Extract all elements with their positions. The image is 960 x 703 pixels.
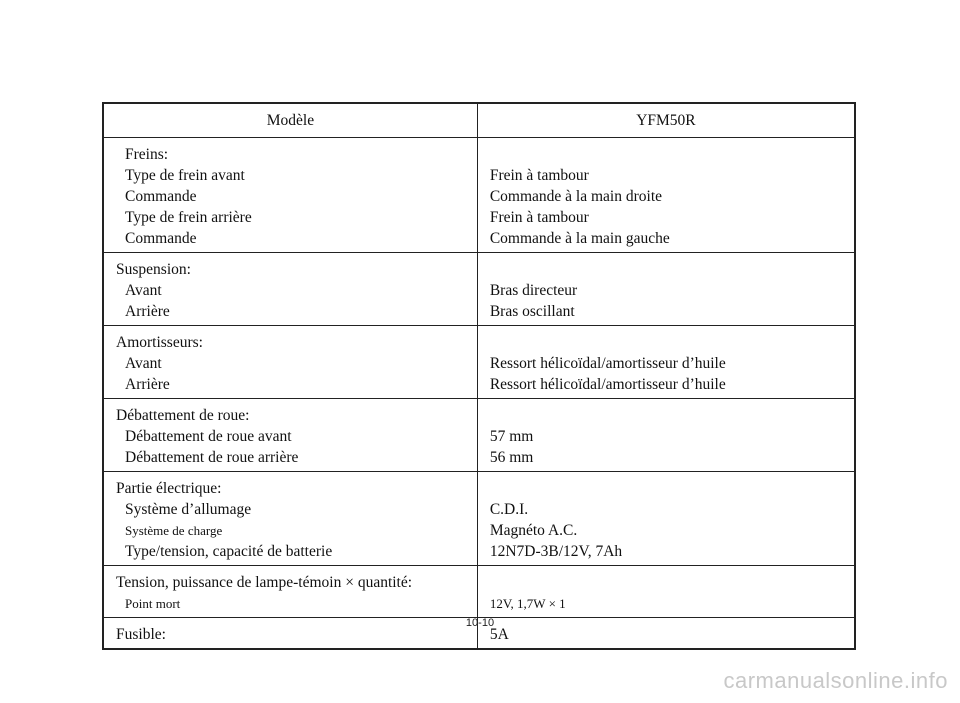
row-label: Type de frein arrière (125, 209, 252, 226)
section-labels (103, 399, 477, 472)
section-freins (103, 138, 855, 253)
section-amortisseurs (103, 326, 855, 399)
row-label: Débattement de roue arrière (125, 449, 299, 466)
section-electrique (103, 472, 855, 566)
row-value: Bras directeur (489, 282, 578, 299)
row-value: 56 mm (489, 449, 534, 466)
watermark: carmanualsonline.info (723, 668, 948, 693)
page-number: 10-10 (465, 617, 495, 629)
row-label: Freins: (125, 146, 169, 163)
spec-table (102, 102, 856, 650)
row-label: Débattement de roue avant (125, 428, 292, 445)
section-lampe-temoin (103, 566, 855, 618)
row-value: Magnéto A.C. (489, 522, 578, 539)
fusible-label: Fusible: (103, 618, 477, 650)
table-header-row (103, 103, 855, 138)
row-label: Type de frein avant (125, 167, 245, 184)
header-model-label: Modèle (103, 103, 477, 138)
section-values (477, 253, 855, 326)
row-label: Avant (125, 355, 162, 372)
section-title: Amortisseurs: (116, 334, 203, 351)
row-label: Arrière (125, 303, 170, 320)
section-title: Suspension: (116, 261, 191, 278)
section-values (477, 566, 855, 618)
row-label: Commande (125, 230, 197, 247)
row-value: Ressort hélicoïdal/amortisseur d’huile (489, 376, 726, 393)
section-labels (103, 566, 477, 618)
section-values (477, 399, 855, 472)
row-label: Système d’allumage (125, 501, 252, 518)
row-label: Arrière (125, 376, 170, 393)
section-suspension (103, 253, 855, 326)
section-values (477, 326, 855, 399)
section-labels (103, 138, 477, 253)
row-value: Frein à tambour (489, 209, 589, 226)
row-label: Point mort (125, 596, 181, 611)
fusible-value: 5A (477, 618, 855, 650)
row-value: Frein à tambour (489, 167, 589, 184)
section-values (477, 472, 855, 566)
row-value: C.D.I. (489, 501, 529, 518)
row-value: Commande à la main droite (489, 188, 663, 205)
row-value: Bras oscillant (489, 303, 575, 320)
section-debattement (103, 399, 855, 472)
section-labels (103, 326, 477, 399)
row-label: Type/tension, capacité de batterie (125, 543, 333, 560)
section-title: Tension, puissance de lampe-témoin × quantité: (116, 574, 413, 591)
row-value: 57 mm (489, 428, 534, 445)
section-values (477, 138, 855, 253)
row-value: Commande à la main gauche (489, 230, 670, 247)
row-value: 12N7D-3B/12V, 7Ah (489, 543, 623, 560)
row-value: 12V, 1,7W × 1 (489, 596, 566, 611)
row-value: Ressort hélicoïdal/amortisseur d’huile (489, 355, 726, 372)
header-model-value: YFM50R (477, 103, 855, 138)
section-title: Partie électrique: (116, 480, 222, 497)
row-label: Commande (125, 188, 197, 205)
section-labels (103, 253, 477, 326)
row-label: Avant (125, 282, 162, 299)
row-label: Système de charge (125, 523, 223, 538)
section-title: Débattement de roue: (116, 407, 250, 424)
section-labels (103, 472, 477, 566)
